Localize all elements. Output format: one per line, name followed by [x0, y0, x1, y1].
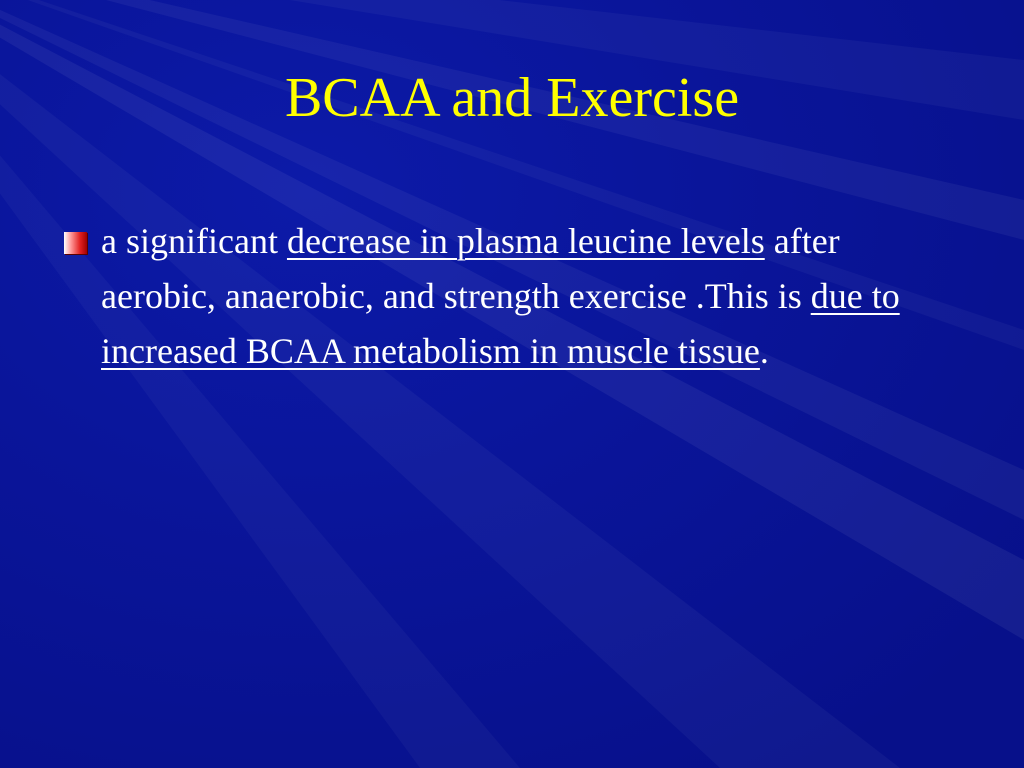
bullet-text: [101, 214, 961, 379]
square-bullet-icon: [64, 232, 87, 254]
underlined-phrase-1: decrease in plasma leucine levels: [286, 221, 765, 261]
underlined-phrase-2: due to increased BCAA metabolism in muscle tissue: [101, 276, 900, 371]
bullet-text-part5: .: [759, 331, 769, 371]
bullet-text-part1: a significant: [101, 221, 287, 261]
slide-title: BCAA and Exercise: [284, 67, 740, 129]
bullet-text-part3: after aerobic, anaerobic, and strength exercise .This is: [101, 221, 840, 316]
